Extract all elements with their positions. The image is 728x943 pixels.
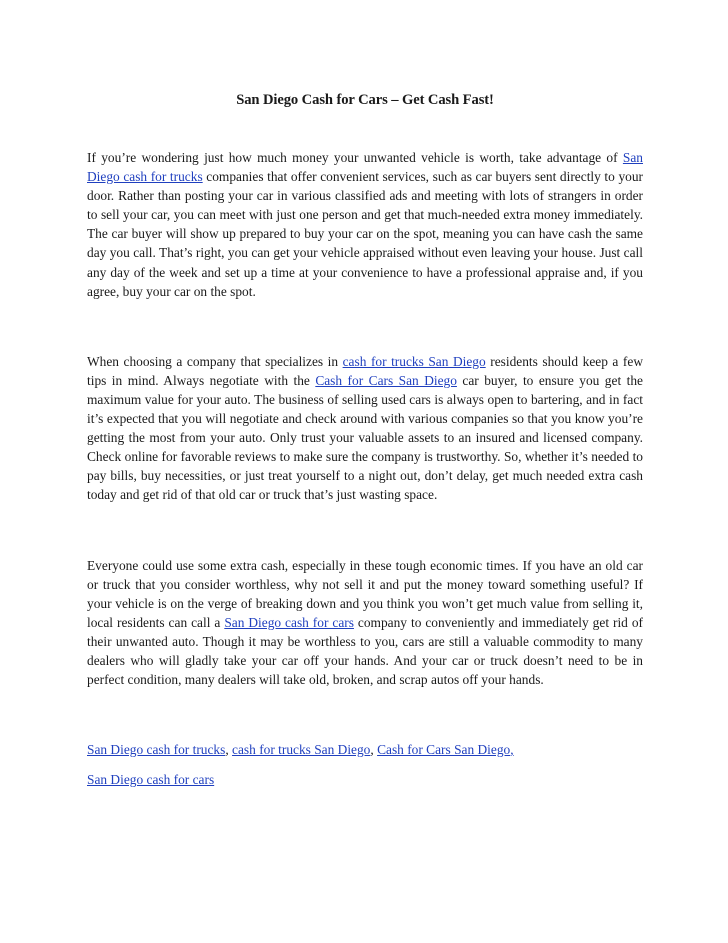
link-cash-for-trucks-san-diego[interactable]: cash for trucks San Diego: [342, 353, 486, 369]
link-san-diego-cash-for-cars[interactable]: San Diego cash for cars: [224, 614, 354, 630]
footer-link-san-diego-cash-for-trucks[interactable]: San Diego cash for trucks: [87, 742, 226, 758]
paragraph-3-text-b: company to conveniently and immediately get rid of their unwanted auto. Though it may be worthless to you, cars are still a valuable commodity to many dealers who will gladly take your car off your hands. And your car or truck doesn’t need to be in perfect condition, many dealers will take old, broken, and scrap autos off your hands.: [87, 614, 643, 688]
paragraph-1-text-a: If you’re wondering just how much money your unwanted vehicle is worth, take advantage of: [87, 150, 623, 165]
paragraph-2-text-b: residents should keep a few tips in mind. Always negotiate with the: [87, 353, 643, 388]
document-title: San Diego Cash for Cars – Get Cash Fast!: [236, 92, 494, 108]
link-san-diego-cash-for-trucks[interactable]: San Diego cash for trucks: [87, 150, 643, 185]
paragraph-1: [87, 148, 643, 301]
footer-link-cash-for-cars-san-diego[interactable]: Cash for Cars San Diego: [377, 742, 511, 758]
footer-separator: ,: [510, 742, 514, 758]
footer-links-line-2: [87, 770, 643, 789]
footer-separator: ,: [225, 742, 233, 758]
footer-link-cash-for-trucks-san-diego[interactable]: cash for trucks San Diego: [232, 742, 371, 758]
paragraph-1-text-b: companies that offer convenient services, such as car buyers sent directly to your door. Rather than posting your car in various classified ads and meeting with lots of strangers in order to sell your car, you can meet with just one person and get that much-needed extra money immediately. The car buyer will show up prepared to buy your car on the spot, meaning you can have cash the same day you call. That’s right, you can get your vehicle appraised without even leaving your house. Just call any day of the week and set up a time at your convenience to have a professional appraise and, if you agree, buy your car on the spot.: [87, 169, 643, 299]
footer-separator: ,: [370, 742, 378, 758]
paragraph-2: [87, 352, 643, 505]
footer-links-line-1: [87, 740, 643, 759]
footer-link-san-diego-cash-for-cars[interactable]: San Diego cash for cars: [87, 772, 215, 788]
document-page: [87, 0, 643, 789]
paragraph-3-text-a: Everyone could use some extra cash, especially in these tough economic times. If you have an old car or truck that you consider worthless, why not sell it and put the money toward something useful? If your vehicle is on the verge of breaking down and you think you won’t get much value from selling it, local residents can call a: [87, 557, 643, 630]
paragraph-2-text-c: car buyer, to ensure you get the maximum value for your auto. The business of selling used cars is always open to bartering, and in fact it’s expected that you will negotiate and check around with various companies so that you know you’re getting the most from your auto. Only trust your valuable assets to an insured and licensed company. Check online for favorable reviews to make sure the company is trustworthy. So, whether it’s needed to pay bills, buy necessities, or just treat yourself to a night out, don’t delay, get much needed extra cash today and get rid of that old car or truck that’s just wasting space.: [87, 372, 643, 503]
paragraph-2-text-a: When choosing a company that specializes in: [87, 353, 343, 369]
link-cash-for-cars-san-diego[interactable]: Cash for Cars San Diego: [315, 372, 457, 388]
paragraph-3: [87, 556, 643, 690]
